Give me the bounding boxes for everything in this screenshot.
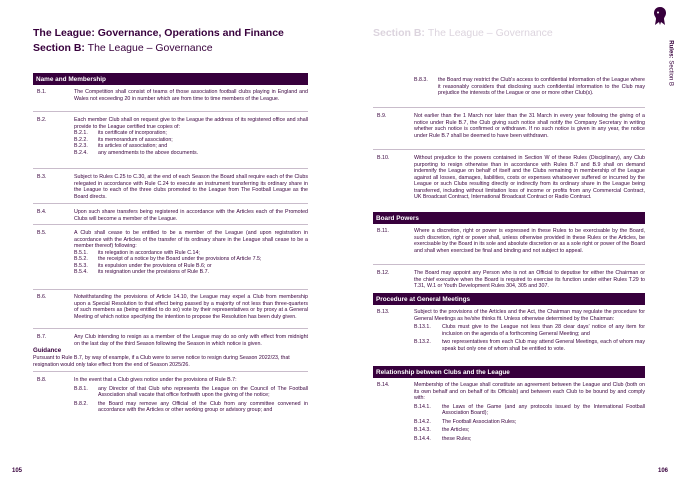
ghost-section-name: The League – Governance	[427, 27, 553, 39]
page-number: 106	[657, 468, 668, 474]
ghost-section-label: Section B:	[373, 27, 425, 39]
divider	[33, 224, 308, 225]
clause-text: Subject to Rules C.25 to C.30, at the end of each Season the Board shall require each of the Clubs relegated in accordance with Rule C.24 to execute an instrument transferring its ordinary share in the League to each of the three clubs promoted to the League from The Football League as the Board directs.	[74, 174, 308, 200]
subclause	[74, 269, 308, 276]
subclause-text: the Laws of the Game (and any protocols issued by the International Football Association Board);	[442, 403, 645, 416]
band-relationship: Relationship between Clubs and the League	[373, 366, 645, 378]
premier-league-lion-icon	[652, 6, 668, 26]
subclause-number: B.5.3.	[74, 262, 88, 269]
subclause-number: B.2.1.	[74, 130, 88, 136]
clause-number: B.10.	[377, 155, 390, 161]
clause-text: Upon such share transfers being registered in accordance with the Articles each of the Promoted Clubs will become a member of the League.	[74, 209, 308, 222]
clause-text: Not earlier than the 1 March nor later than the 31 March in every year following the giving of a notice under Rule B.7, the Club giving such notice shall notify the Company Secretary in writing whether such notice is confirmed or withdrawn. If no such notice is given in any year, the notice under Rule B.7 shall be deemed to have been withdrawn.	[414, 113, 645, 139]
subclause-text: its memorandum of association;	[98, 136, 173, 143]
clause-text: Where a discretion, right or power is expressed in these Rules to be exercisable by the Board, such discretion, right or power shall, unless otherwise provided in these Rules or the Articles, be exercisable by the Board in its sole and absolute discretion or as a sole right or power of the Board and shall when exercised be final and binding and not subject to appeal.	[414, 228, 645, 254]
subclause-number: B.5.4.	[74, 269, 88, 275]
subclause-number: B.14.4.	[414, 435, 431, 442]
subclause-text: Clubs must give to the League not less than 28 clear days' notice of any item for inclusion on the agenda of a forthcoming General Meeting; and	[442, 324, 645, 337]
subclause-text: its resignation under the provisions of Rule B.7.	[98, 269, 210, 275]
divider	[373, 264, 645, 265]
clause-text: Notwithstanding the provisions of Article 14.10, the League may expel a Club from membership upon a Special Resolution to that effect being passed by a majority of not less than three-quarters of such members as (being entitled to do so) vote by their representatives or by proxy at a General Meeting of which notice specifying the intention to propose the Resolution has been duly given.	[74, 294, 308, 320]
subclause	[414, 419, 645, 426]
clause-number: B.4.	[37, 209, 47, 215]
subclause-number: B.13.1.	[414, 324, 431, 330]
clause-number: B.6.	[37, 294, 47, 300]
clause-text: Each member Club shall on request give to the League the address of its registered office and shall provide to the League certified true copies of:	[74, 117, 308, 130]
clause-b7	[37, 334, 308, 347]
ghost-section-title	[373, 27, 553, 39]
clause-b1	[37, 89, 308, 102]
subclause	[414, 427, 645, 434]
clause-b2	[37, 117, 308, 156]
band-procedure: Procedure at General Meetings	[373, 293, 645, 305]
subclause-text: two representatives from each Club may attend General Meetings, each of whom may speak but only one of whom shall be entitled to vote.	[442, 339, 645, 352]
guidance-text: Pursuant to Rule B.7, by way of example, if a Club were to serve notice to resign during Season 2022/23, that resignation would only take effect from the end of Season 2025/26.	[33, 355, 290, 368]
clause-text: Any Club intending to resign as a member of the League may do so only with effect from midnight on the last day of the third Season following the Season in which notice is given.	[74, 334, 308, 347]
clause-b8	[37, 377, 308, 414]
clause-number: B.9.	[377, 113, 387, 119]
section-name: The League – Governance	[87, 42, 213, 54]
clause-text: Without prejudice to the powers contained in Section W of these Rules (Disciplinary), any Club purporting to resign otherwise than in accordance with Rules B.7 and B.9 shall on demand indemnify the League on behalf of itself and the Clubs remaining in membership of the League against all losses, damages, liabilities, costs or expenses whatsoever suffered or incurred by the League or such Clubs resulting directly or indirectly from its ordinary share in the League being transferred, including without limitation loss of income or profits from any Commercial Contract, UK Broadcast Contract, International Broadcast Contract or Radio Contract.	[414, 155, 645, 200]
subclause	[414, 77, 645, 97]
clause-b9	[377, 113, 645, 139]
subclause	[414, 404, 645, 417]
side-tab	[668, 40, 674, 86]
subclause-text: these Rules;	[442, 435, 472, 442]
subclause	[414, 339, 645, 352]
subclause-number: B.13.2.	[414, 339, 431, 345]
band-name-membership: Name and Membership	[33, 73, 308, 85]
right-page	[340, 0, 680, 483]
clause-number: B.5.	[37, 230, 47, 236]
subclause-number: B.8.2.	[74, 400, 88, 407]
clause-b10	[377, 155, 645, 201]
subclause-number: B.5.2.	[74, 256, 88, 262]
subclause	[414, 436, 645, 443]
clause-text: A Club shall cease to be entitled to be a member of the League (and upon registration in accordance with the Articles of the transfer of its ordinary share in the League shall cease to be a member thereof) following:	[74, 230, 308, 249]
subclause	[74, 150, 308, 157]
subclause-number: B.8.3.	[414, 77, 428, 83]
subclause	[414, 324, 645, 337]
divider	[373, 149, 645, 150]
divider	[33, 328, 308, 329]
subclause-text: the Articles;	[442, 427, 470, 433]
subclause-number: B.2.3.	[74, 143, 88, 149]
clause-text: Membership of the League shall constitute an agreement between the League and Club (both on its own behalf and on behalf of its Officials) and between each Club to be bound by and comply with:	[414, 382, 645, 401]
subclause-text: its relegation in accordance with Rule C.14;	[98, 249, 200, 256]
clause-b11	[377, 228, 645, 254]
subclause-text: any amendments to the above documents.	[98, 149, 199, 156]
document-title: The League: Governance, Operations and Finance	[33, 27, 284, 39]
clause-number: B.11.	[377, 228, 389, 234]
section-label: Section B:	[33, 42, 85, 54]
side-tab-bold: Rules:	[668, 40, 674, 59]
subclause-text: the receipt of a notice by the Board under the provisions of Article 7.5;	[98, 256, 262, 262]
subclause-text: any Director of that Club who represents the League on the Council of The Football Association shall vacate that office forthwith upon the giving of the notice;	[98, 385, 308, 398]
section-title	[33, 42, 213, 54]
clause-number: B.13.	[377, 309, 390, 315]
clause-number: B.8.	[37, 377, 47, 383]
clause-number: B.7.	[37, 334, 47, 340]
band-board-powers: Board Powers	[373, 212, 645, 224]
clause-b14	[377, 382, 645, 442]
clause-text: The Board may appoint any Person who is not an Official to deputise for either the Chairman or the chief executive when the Board is required to exercise its function under either Rules T.29 to T.31, W.1 or Youth Development Rules 304, 305 and 307.	[414, 270, 645, 289]
subclause-number: B.14.1.	[414, 403, 431, 410]
subclause-number: B.14.3.	[414, 427, 431, 433]
clause-b3	[37, 174, 308, 200]
subclause	[74, 386, 308, 399]
subclause-number: B.2.2.	[74, 136, 88, 143]
subclause-text: its articles of association; and	[98, 143, 168, 149]
side-tab-section: Section B	[668, 60, 674, 86]
divider	[33, 371, 308, 372]
divider	[373, 107, 645, 108]
clause-number: B.12.	[377, 270, 390, 276]
subclause	[74, 401, 308, 414]
divider	[33, 168, 308, 169]
divider	[33, 289, 308, 290]
clause-b12	[377, 270, 645, 290]
clause-number: B.2.	[37, 117, 47, 123]
subclause-text: The Football Association Rules;	[442, 418, 517, 425]
clause-number: B.14.	[377, 382, 390, 388]
subclause-text: the Board may remove any Official of the Club from any committee convened in accordance with the Articles or other working group or advisory group; and	[98, 400, 308, 413]
clause-number: B.1.	[37, 89, 47, 95]
subclause-text: its certificate of incorporation;	[98, 130, 167, 136]
clause-number: B.3.	[37, 174, 47, 180]
subclause-text: its expulsion under the provisions of Rule B.6; or	[98, 262, 212, 269]
subclause-number: B.8.1.	[74, 385, 88, 392]
page-number: 105	[12, 468, 23, 474]
subclause-number: B.14.2.	[414, 418, 431, 425]
clause-b13	[377, 309, 645, 352]
divider	[33, 111, 308, 112]
clause-text: In the event that a Club gives notice under the provisions of Rule B.7:	[74, 377, 237, 383]
clause-b6	[37, 294, 308, 320]
divider	[33, 203, 308, 204]
clause-b8-3	[377, 77, 645, 97]
clause-text: The Competition shall consist of teams of those association football clubs playing in England and Wales not exceeding 20 in number which are from time to time members of the League.	[74, 89, 308, 102]
subclause-text: the Board may restrict the Club's access to confidential information of the League where it reasonably considers that disclosing such confidential information to the Club may prejudice the interests of the League or one or more other Club(s).	[438, 77, 645, 96]
clause-text: Subject to the provisions of the Articles and the Act, the Chairman may regulate the procedure for General Meetings as he/she thinks fit. Unless otherwise determined by the Chairman:	[414, 309, 645, 322]
subclause-number: B.2.4.	[74, 149, 88, 156]
clause-b5	[37, 230, 308, 276]
guidance-heading: Guidance	[33, 347, 62, 354]
subclause-number: B.5.1.	[74, 249, 88, 256]
clause-b4	[37, 209, 308, 222]
